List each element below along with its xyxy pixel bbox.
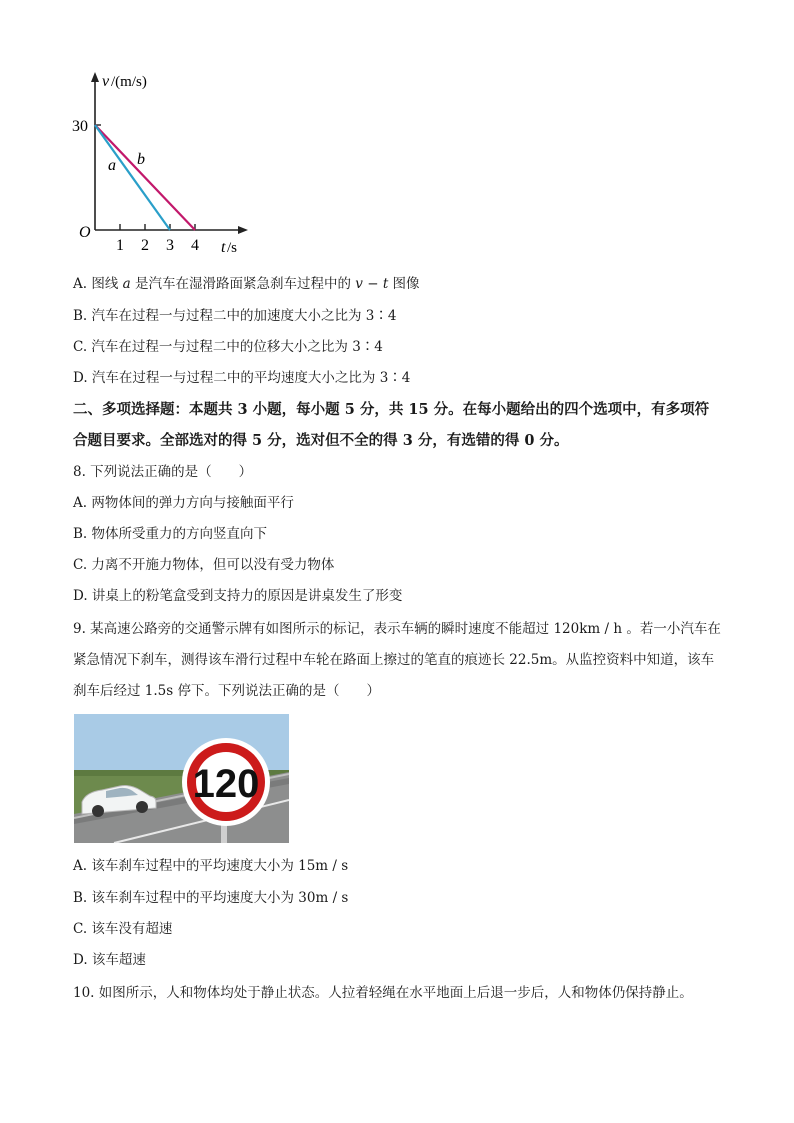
x-axis-label-t: t xyxy=(221,239,226,256)
x-tick-marks xyxy=(120,224,195,230)
y-axis-arrow-icon xyxy=(91,72,99,82)
q7-option-c: C. 汽车在过程一与过程二中的位移大小之比为 3∶4 xyxy=(73,339,383,355)
q9-option-c: C. 该车没有超速 xyxy=(73,921,173,937)
line-a xyxy=(95,125,170,230)
q8-stem: 8. 下列说法正确的是（ ） xyxy=(73,464,253,480)
vt-graph xyxy=(70,70,250,260)
y-axis-label-unit: /(m/s) xyxy=(111,74,147,90)
x-tick-labels xyxy=(116,237,199,254)
origin-label: O xyxy=(79,224,91,241)
section-2-header: 二、多项选择题：本题共 3 小题，每小题 5 分，共 15 分。在每小题给出的四个选项中，有多项符合题目要求。全部选对的得 5 分，选对但不全的得 3 分，有选错的得 0 分。 xyxy=(73,401,710,449)
q8-option-c: C. 力离不开施力物体，但可以没有受力物体 xyxy=(73,557,335,573)
q9-option-b: B. 该车刹车过程中的平均速度大小为 30m / s xyxy=(73,890,349,906)
x-axis-label-unit: /s xyxy=(227,240,238,256)
line-a-label: a xyxy=(108,157,116,174)
q10-stem: 10. 如图所示，人和物体均处于静止状态。人拉着轻绳在水平地面上后退一步后，人和物体仍保持静止。 xyxy=(73,985,693,1001)
x-tick-label: 2 xyxy=(141,237,149,254)
q7-option-a: A. 图线 a 是汽车在湿滑路面紧急刹车过程中的 v − t 图像 xyxy=(73,276,420,292)
q9-option-a: A. 该车刹车过程中的平均速度大小为 15m / s xyxy=(73,858,349,874)
line-b xyxy=(95,125,195,230)
speed-sign-number: 120 xyxy=(192,762,260,806)
q7-option-b: B. 汽车在过程一与过程二中的加速度大小之比为 3∶4 xyxy=(73,308,397,324)
q9-option-d: D. 该车超速 xyxy=(73,952,146,968)
x-tick-label: 3 xyxy=(166,237,174,254)
speed-limit-photo xyxy=(74,714,289,843)
q8-option-b: B. 物体所受重力的方向竖直向下 xyxy=(73,526,268,542)
y-axis-label-v: v xyxy=(102,73,110,90)
q8-option-d: D. 讲桌上的粉笔盒受到支持力的原因是讲桌发生了形变 xyxy=(73,588,403,604)
x-axis-arrow-icon xyxy=(238,226,248,234)
q9-stem: 9. 某高速公路旁的交通警示牌有如图所示的标记，表示车辆的瞬时速度不能超过 120km / h 。若一小汽车在紧急情况下刹车，测得该车滑行过程中车轮在路面上擦过的笔直的痕迹长 22.5m。从监控资料中知道，该车刹车后经过 1.5s 停下。下列说法正确的是（ ） xyxy=(73,621,721,699)
x-tick-label: 1 xyxy=(116,237,124,254)
q8-option-a: A. 两物体间的弹力方向与接触面平行 xyxy=(73,495,294,511)
x-tick-label: 4 xyxy=(191,237,199,254)
line-b-label: b xyxy=(137,151,145,168)
q7-option-d: D. 汽车在过程一与过程二中的平均速度大小之比为 3∶4 xyxy=(73,370,411,386)
y-tick-label: 30 xyxy=(72,118,88,135)
